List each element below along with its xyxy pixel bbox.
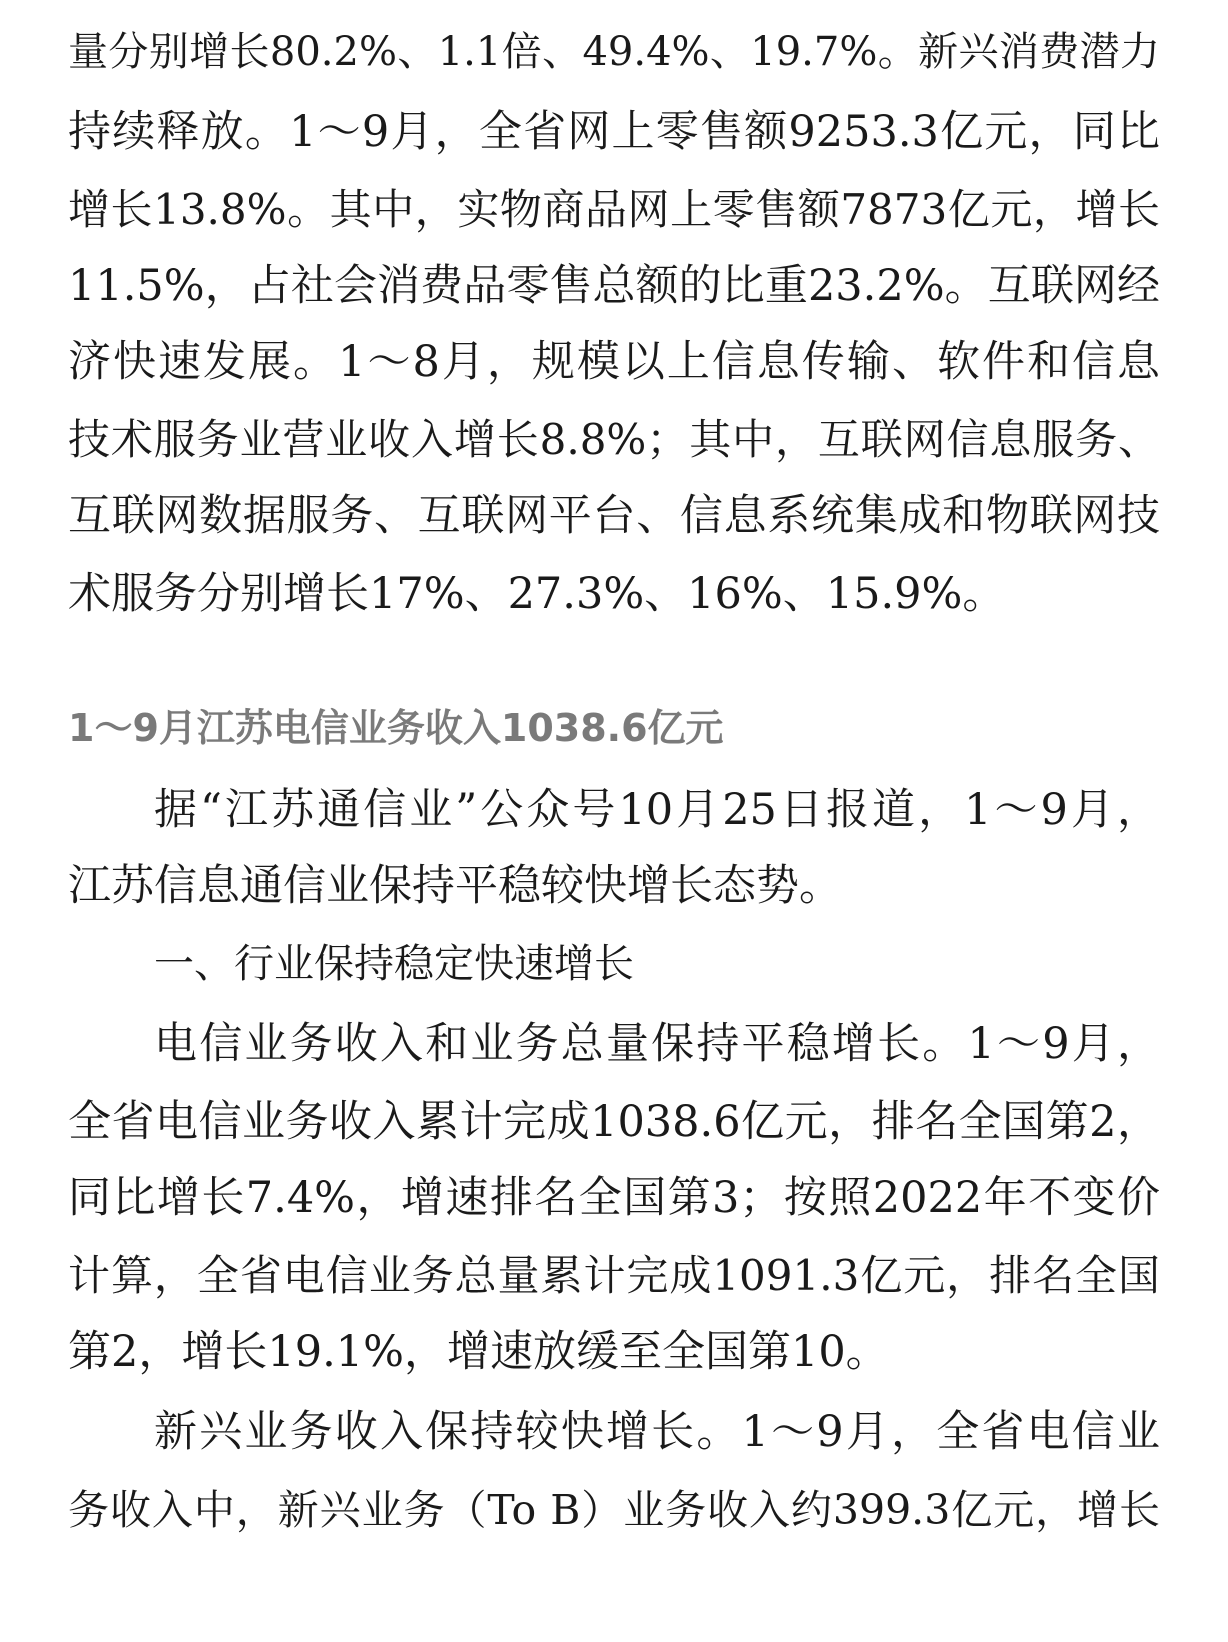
text-line: 技术服务业营业收入增长8.8%；其中，互联网信息服务、: [68, 415, 1160, 464]
text-line: 江苏信息通信业保持平稳较快增长态势。: [68, 861, 842, 911]
text-line: 计算，全省电信业务总量累计完成1091.3亿元，排名全国: [68, 1251, 1160, 1300]
text-line: 持续释放。1～9月，全省网上零售额9253.3亿元，同比: [68, 107, 1160, 157]
text-line: 务收入中，新兴业务（To B）业务收入约399.3亿元，增长: [68, 1486, 1160, 1534]
text-line: 11.5%，占社会消费品零售总额的比重23.2%。互联网经: [68, 261, 1160, 311]
text-line: 增长13.8%。其中，实物商品网上零售额7873亿元，增长: [68, 185, 1160, 234]
text-line: 量分别增长80.2%、1.1倍、49.4%、19.7%。新兴消费潜力: [68, 29, 1160, 75]
text-line: 据“江苏通信业”公众号10月25日报道，1～9月，: [154, 785, 1160, 835]
text-line: 术服务分别增长17%、27.3%、16%、15.9%。: [68, 569, 1006, 619]
text-line: 电信业务收入和业务总量保持平稳增长。1～9月，: [154, 1019, 1160, 1069]
text-line: 第2，增长19.1%，增速放缓至全国第10。: [68, 1327, 889, 1377]
text-line: 互联网数据服务、互联网平台、信息系统集成和物联网技: [68, 491, 1160, 541]
section-heading: 一、行业保持稳定快速增长: [154, 941, 634, 987]
text-line: 新兴业务收入保持较快增长。1～9月，全省电信业: [154, 1407, 1160, 1457]
text-line: 同比增长7.4%，增速排名全国第3；按照2022年不变价: [68, 1173, 1160, 1223]
text-line: 全省电信业务收入累计完成1038.6亿元，排名全国第2，: [68, 1097, 1160, 1147]
text-line: 济快速发展。1～8月，规模以上信息传输、软件和信息: [68, 337, 1160, 387]
article-title: 1～9月江苏电信业务收入1038.6亿元: [68, 706, 724, 750]
